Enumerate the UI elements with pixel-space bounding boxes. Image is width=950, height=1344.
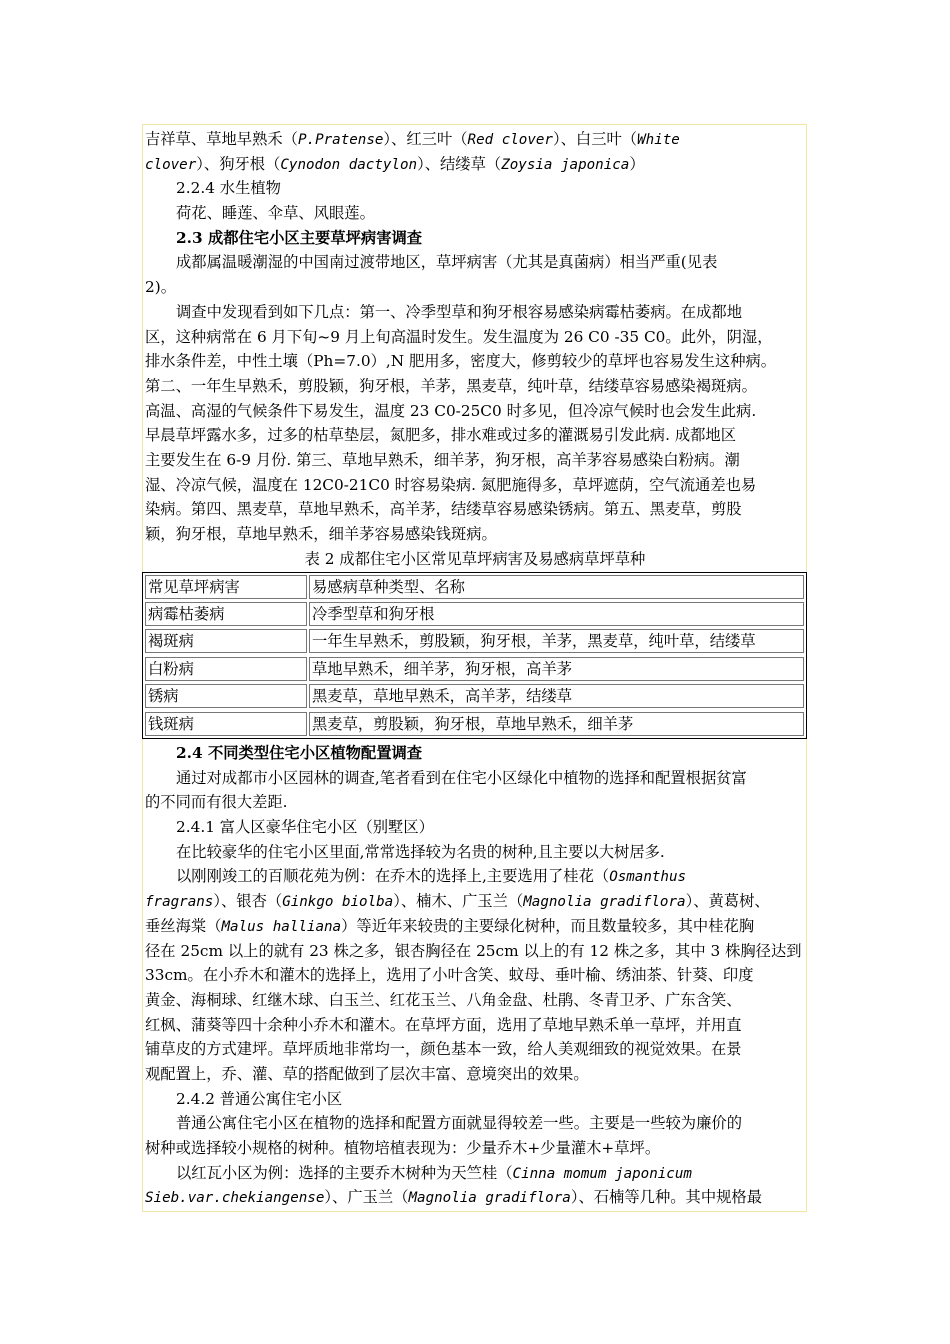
text-line: 通过对成都市小区园林的调查,笔者看到在住宅小区绿化中植物的选择和配置根据贫富	[176, 768, 747, 787]
table-cell: 白粉病	[145, 657, 307, 681]
table-cell: 黑麦草，草地早熟禾，高羊茅，结缕草	[309, 684, 804, 708]
table-cell: 黑麦草，剪股颖，狗牙根，草地早熟禾，细羊茅	[309, 712, 804, 736]
text-line: fragrans）、银杏（Ginkgo biolba）、楠木、广玉兰（Magnolia gradiflora）、黄葛树、	[145, 892, 770, 911]
document-body-continued	[145, 741, 805, 1210]
text-line: 在比较豪华的住宅小区里面,常常选择较为名贵的树种,且主要以大树居多.	[176, 842, 665, 861]
text-line: 径在 25cm 以上的就有 23 株之多，银杏胸径在 25cm 以上的有 12 株之多，其中 3 株胸径达到	[145, 941, 802, 960]
text-line: 以刚刚竣工的百顺花苑为例：在乔木的选择上,主要选用了桂花（Osmanthus	[176, 867, 687, 886]
text-line: 排水条件差，中性土壤（Ph=7.0）,N 肥用多，密度大，修剪较少的草坪也容易发生这种病。	[145, 352, 777, 371]
table-header-cell: 常见草坪病害	[145, 575, 307, 599]
text-line: 吉祥草、草地早熟禾（P.Pratense）、红三叶（Red clover）、白三叶（White	[145, 130, 680, 148]
text-line: 树种或选择较小规格的树种。植物培植表现为：少量乔木+少量灌木+草坪。	[145, 1139, 661, 1157]
text-line: 2)。	[145, 278, 176, 297]
table-caption: 表 2 成都住宅小区常见草坪病害及易感病草坪草种	[304, 549, 646, 568]
text-line: 黄金、海桐球、红继木球、白玉兰、红花玉兰、八角金盘、杜鹃、冬青卫矛、广东含笑、	[145, 990, 742, 1009]
section-heading-2-4-2: 2.4.2 普通公寓住宅小区	[176, 1089, 343, 1108]
text-line: 以红瓦小区为例：选择的主要乔木树种为天竺桂（Cinna momum japonicum	[176, 1163, 692, 1182]
section-heading-2-4-1: 2.4.1 富人区豪华住宅小区（别墅区）	[176, 818, 434, 837]
table-cell: 冷季型草和狗牙根	[309, 602, 804, 626]
text-line: 33cm。在小乔木和灌木的选择上，选用了小叶含笑、蚊母、垂叶榆、绣油茶、针葵、印度	[145, 966, 754, 985]
section-heading-2-4: 2.4 不同类型住宅小区植物配置调查	[176, 744, 423, 762]
paragraph: 荷花、睡莲、伞草、风眼莲。	[176, 204, 375, 223]
table-cell: 褐斑病	[145, 629, 307, 653]
table-cell: 一年生早熟禾，剪股颖，狗牙根，羊茅，黑麦草，纯叶草，结缕草	[309, 629, 804, 653]
table-cell: 钱斑病	[145, 712, 307, 736]
section-heading-2-3: 2.3 成都住宅小区主要草坪病害调查	[176, 228, 423, 247]
text-line: 区，这种病常在 6 月下旬~9 月上旬高温时发生。发生温度为 26 C0 -35 C0。此外，阴湿，	[145, 327, 773, 346]
table-row	[145, 657, 804, 681]
table-row	[145, 712, 804, 736]
text-line: 湿、冷凉气候，温度在 12C0-21C0 时容易染病. 氮肥施得多，草坪遮荫，空气流通差也易	[145, 475, 757, 494]
text-line: 垂丝海棠（Malus halliana）等近年来较贵的主要绿化树种，而且数量较多，其中桂花胸	[145, 916, 755, 935]
table-row	[145, 602, 804, 626]
table-row	[145, 629, 804, 653]
text-line: 颖，狗牙根，草地早熟禾，细羊茅容易感染钱斑病。	[145, 525, 497, 543]
document-body	[145, 127, 805, 571]
table-cell: 草地早熟禾，细羊茅，狗牙根，高羊茅	[309, 657, 804, 681]
text-line: 高温、高湿的气候条件下易发生，温度 23 C0-25C0 时多见，但冷凉气候时也会发生此病.	[145, 401, 757, 420]
text-line: 观配置上，乔、灌、草的搭配做到了层次丰富、意境突出的效果。	[145, 1064, 589, 1083]
text-line: Sieb.var.chekiangense）、广玉兰（Magnolia gradiflora）、石楠等几种。其中规格最	[145, 1188, 763, 1207]
text-line: 红枫、蒲葵等四十余种小乔木和灌木。在草坪方面，选用了草地早熟禾单一草坪，并用直	[145, 1015, 742, 1034]
text-line: 成都属温暖潮湿的中国南过渡带地区，草坪病害（尤其是真菌病）相当严重(见表	[176, 253, 718, 272]
text-line: 第二、一年生早熟禾，剪股颖，狗牙根，羊茅，黑麦草，纯叶草，结缕草容易感染褐斑病。	[145, 376, 757, 395]
disease-table	[142, 572, 807, 739]
text-line: clover）、狗牙根（Cynodon dactylon）、结缕草（Zoysia japonica）	[145, 154, 645, 173]
text-line: 主要发生在 6-9 月份. 第三、草地早熟禾，细羊茅，狗牙根，高羊茅容易感染白粉病。潮	[145, 450, 740, 469]
table-row	[145, 684, 804, 708]
table-header-row	[145, 575, 804, 599]
text-line: 的不同而有很大差距.	[145, 793, 288, 812]
text-line: 染病。第四、黑麦草，草地早熟禾，高羊茅，结缕草容易感染锈病。第五、黑麦草，剪股	[145, 500, 742, 519]
section-heading-2-2-4: 2.2.4 水生植物	[176, 179, 281, 198]
text-line: 调查中发现看到如下几点：第一、冷季型草和狗牙根容易感染病霉枯萎病。在成都地	[176, 302, 742, 321]
text-line: 普通公寓住宅小区在植物的选择和配置方面就显得较差一些。主要是一些较为廉价的	[176, 1114, 742, 1133]
text-line: 铺草皮的方式建坪。草坪质地非常均一，颜色基本一致，给人美观细致的视觉效果。在景	[145, 1040, 742, 1059]
text-line: 早晨草坪露水多，过多的枯草垫层，氮肥多，排水难或过多的灌溉易引发此病. 成都地区	[145, 426, 737, 445]
table-cell: 病霉枯萎病	[145, 602, 307, 626]
table-cell: 锈病	[145, 684, 307, 708]
table-header-cell: 易感病草种类型、名称	[309, 575, 804, 599]
